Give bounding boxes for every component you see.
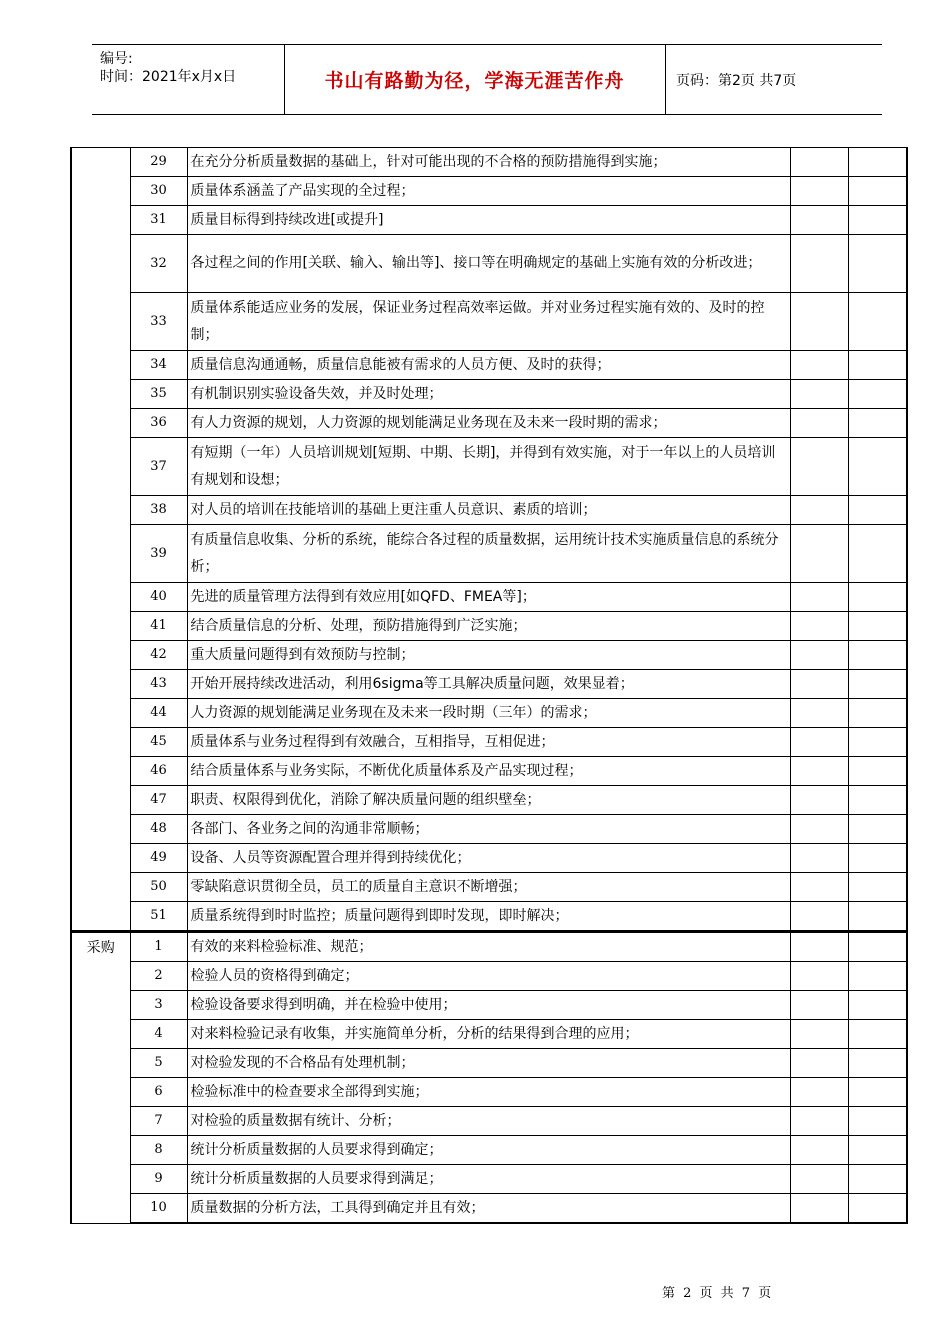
score-cell-b[interactable] — [848, 177, 907, 206]
item-text: 质量系统得到时时监控；质量问题得到即时发现，即时解决； — [187, 902, 790, 932]
item-number: 37 — [130, 438, 187, 496]
score-cell-a[interactable] — [790, 1136, 848, 1165]
table-row — [71, 991, 907, 1020]
table-row — [71, 962, 907, 991]
table-row — [71, 438, 907, 496]
score-cell-a[interactable] — [790, 902, 848, 932]
table-row — [71, 670, 907, 699]
item-text: 统计分析质量数据的人员要求得到满足； — [187, 1165, 790, 1194]
section-label — [71, 148, 130, 932]
score-cell-b[interactable] — [848, 932, 907, 962]
score-cell-a[interactable] — [790, 496, 848, 525]
score-cell-a[interactable] — [790, 728, 848, 757]
table-row — [71, 815, 907, 844]
page-header — [92, 44, 882, 116]
score-cell-a[interactable] — [790, 932, 848, 962]
score-cell-a[interactable] — [790, 873, 848, 902]
item-text: 开始开展持续改进活动，利用6sigma等工具解决质量问题，效果显着； — [187, 670, 790, 699]
item-text: 设备、人员等资源配置合理并得到持续优化； — [187, 844, 790, 873]
score-cell-a[interactable] — [790, 786, 848, 815]
score-cell-a[interactable] — [790, 177, 848, 206]
score-cell-b[interactable] — [848, 1136, 907, 1165]
score-cell-a[interactable] — [790, 670, 848, 699]
item-text: 各部门、各业务之间的沟通非常顺畅； — [187, 815, 790, 844]
table-row — [71, 583, 907, 612]
header-top-rule — [92, 44, 882, 45]
item-number: 2 — [130, 962, 187, 991]
score-cell-b[interactable] — [848, 380, 907, 409]
table-row — [71, 409, 907, 438]
score-cell-b[interactable] — [848, 902, 907, 932]
table-row — [71, 293, 907, 351]
score-cell-a[interactable] — [790, 757, 848, 786]
score-cell-b[interactable] — [848, 699, 907, 728]
item-text: 结合质量体系与业务实际，不断优化质量体系及产品实现过程； — [187, 757, 790, 786]
item-number: 8 — [130, 1136, 187, 1165]
score-cell-b[interactable] — [848, 641, 907, 670]
table-row — [71, 786, 907, 815]
score-cell-b[interactable] — [848, 583, 907, 612]
item-text: 质量信息沟通通畅，质量信息能被有需求的人员方便、及时的获得； — [187, 351, 790, 380]
score-cell-a[interactable] — [790, 409, 848, 438]
score-cell-b[interactable] — [848, 962, 907, 991]
item-number: 4 — [130, 1020, 187, 1049]
item-text: 统计分析质量数据的人员要求得到确定； — [187, 1136, 790, 1165]
score-cell-a[interactable] — [790, 1020, 848, 1049]
item-text: 质量数据的分析方法，工具得到确定并且有效； — [187, 1194, 790, 1224]
item-text: 各过程之间的作用[关联、输入、输出等]、接口等在明确规定的基础上实施有效的分析改进； — [187, 235, 790, 293]
item-number: 30 — [130, 177, 187, 206]
score-cell-a[interactable] — [790, 293, 848, 351]
table-row — [71, 1136, 907, 1165]
score-cell-b[interactable] — [848, 844, 907, 873]
item-text: 在充分分析质量数据的基础上，针对可能出现的不合格的预防措施得到实施； — [187, 148, 790, 177]
header-divider-right — [665, 44, 666, 114]
item-number: 34 — [130, 351, 187, 380]
item-number: 32 — [130, 235, 187, 293]
table-row — [71, 1194, 907, 1224]
score-cell-a[interactable] — [790, 380, 848, 409]
item-number: 48 — [130, 815, 187, 844]
score-cell-b[interactable] — [848, 757, 907, 786]
header-meta — [100, 50, 236, 86]
score-cell-b[interactable] — [848, 206, 907, 235]
item-number: 47 — [130, 786, 187, 815]
item-number: 51 — [130, 902, 187, 932]
header-motto: 书山有路勤为径，学海无涯苦作舟 — [324, 70, 625, 92]
score-cell-b[interactable] — [848, 1078, 907, 1107]
item-number: 29 — [130, 148, 187, 177]
item-text: 对检验的质量数据有统计、分析； — [187, 1107, 790, 1136]
item-number: 44 — [130, 699, 187, 728]
item-number: 6 — [130, 1078, 187, 1107]
score-cell-b[interactable] — [848, 293, 907, 351]
item-number: 10 — [130, 1194, 187, 1224]
item-text: 质量体系能适应业务的发展，保证业务过程高效率运做。并对业务过程实施有效的、及时的控制； — [187, 293, 790, 351]
score-cell-b[interactable] — [848, 670, 907, 699]
score-cell-b[interactable] — [848, 815, 907, 844]
item-text: 对检验发现的不合格品有处理机制； — [187, 1049, 790, 1078]
item-text: 重大质量问题得到有效预防与控制； — [187, 641, 790, 670]
score-cell-a[interactable] — [790, 206, 848, 235]
item-text: 检验标准中的检查要求全部得到实施； — [187, 1078, 790, 1107]
score-cell-b[interactable] — [848, 612, 907, 641]
item-text: 对来料检验记录有收集，并实施简单分析，分析的结果得到合理的应用； — [187, 1020, 790, 1049]
table-row — [71, 206, 907, 235]
item-text: 质量体系与业务过程得到有效融合，互相指导，互相促进； — [187, 728, 790, 757]
table-row — [71, 699, 907, 728]
item-number: 46 — [130, 757, 187, 786]
item-number: 39 — [130, 525, 187, 583]
item-text: 零缺陷意识贯彻全员，员工的质量自主意识不断增强； — [187, 873, 790, 902]
score-cell-a[interactable] — [790, 525, 848, 583]
item-number: 36 — [130, 409, 187, 438]
score-cell-b[interactable] — [848, 1049, 907, 1078]
score-cell-b[interactable] — [848, 235, 907, 293]
table-row — [71, 148, 907, 177]
score-cell-a[interactable] — [790, 1194, 848, 1224]
score-cell-b[interactable] — [848, 991, 907, 1020]
item-text: 结合质量信息的分析、处理，预防措施得到广泛实施； — [187, 612, 790, 641]
score-cell-a[interactable] — [790, 583, 848, 612]
item-number: 5 — [130, 1049, 187, 1078]
score-cell-b[interactable] — [848, 525, 907, 583]
item-number: 3 — [130, 991, 187, 1020]
item-number: 38 — [130, 496, 187, 525]
table-row — [71, 380, 907, 409]
score-cell-b[interactable] — [848, 1020, 907, 1049]
item-number: 35 — [130, 380, 187, 409]
score-cell-b[interactable] — [848, 728, 907, 757]
item-text: 有短期（一年）人员培训规划[短期、中期、长期]，并得到有效实施，对于一年以上的人员培训有规划和设想； — [187, 438, 790, 496]
item-number: 40 — [130, 583, 187, 612]
score-cell-a[interactable] — [790, 641, 848, 670]
table-row — [71, 351, 907, 380]
item-number: 1 — [130, 932, 187, 962]
score-cell-b[interactable] — [848, 786, 907, 815]
table-row — [71, 932, 907, 962]
score-cell-a[interactable] — [790, 844, 848, 873]
item-text: 检验人员的资格得到确定； — [187, 962, 790, 991]
item-number: 33 — [130, 293, 187, 351]
score-cell-a[interactable] — [790, 612, 848, 641]
score-cell-b[interactable] — [848, 1107, 907, 1136]
item-text: 职责、权限得到优化，消除了解决质量问题的组织壁垒； — [187, 786, 790, 815]
table-row — [71, 902, 907, 932]
code-label: 编号: — [100, 51, 133, 67]
score-cell-b[interactable] — [848, 873, 907, 902]
item-number: 43 — [130, 670, 187, 699]
item-text: 有效的来料检验标准、规范； — [187, 932, 790, 962]
score-cell-a[interactable] — [790, 235, 848, 293]
score-cell-a[interactable] — [790, 438, 848, 496]
item-number: 31 — [130, 206, 187, 235]
score-cell-a[interactable] — [790, 962, 848, 991]
table-row — [71, 641, 907, 670]
score-cell-a[interactable] — [790, 351, 848, 380]
item-text: 质量目标得到持续改进[或提升] — [187, 206, 790, 235]
table-row — [71, 844, 907, 873]
score-cell-a[interactable] — [790, 148, 848, 177]
table-row — [71, 1107, 907, 1136]
table-row — [71, 1165, 907, 1194]
score-cell-b[interactable] — [848, 1165, 907, 1194]
score-cell-b[interactable] — [848, 409, 907, 438]
table-row — [71, 525, 907, 583]
score-cell-b[interactable] — [848, 496, 907, 525]
item-number: 49 — [130, 844, 187, 873]
score-cell-a[interactable] — [790, 1078, 848, 1107]
section-label: 采购 — [71, 932, 130, 1224]
item-number: 9 — [130, 1165, 187, 1194]
page-footer: 第 2 页 共 7 页 — [662, 1286, 774, 1301]
header-page-label: 页码：第2页 共7页 — [676, 73, 797, 89]
table-row — [71, 1020, 907, 1049]
score-cell-a[interactable] — [790, 1107, 848, 1136]
header-bottom-rule — [92, 114, 882, 115]
score-cell-b[interactable] — [848, 1194, 907, 1224]
item-number: 41 — [130, 612, 187, 641]
table-row — [71, 496, 907, 525]
score-cell-b[interactable] — [848, 351, 907, 380]
item-text: 先进的质量管理方法得到有效应用[如QFD、FMEA等]； — [187, 583, 790, 612]
item-text: 检验设备要求得到明确，并在检验中使用； — [187, 991, 790, 1020]
item-text: 对人员的培训在技能培训的基础上更注重人员意识、素质的培训； — [187, 496, 790, 525]
score-cell-b[interactable] — [848, 148, 907, 177]
table-row — [71, 235, 907, 293]
table-row — [71, 1049, 907, 1078]
item-number: 42 — [130, 641, 187, 670]
item-number: 45 — [130, 728, 187, 757]
table-row — [71, 728, 907, 757]
table-row — [71, 873, 907, 902]
item-text: 有人力资源的规划，人力资源的规划能满足业务现在及未来一段时期的需求； — [187, 409, 790, 438]
score-cell-a[interactable] — [790, 1049, 848, 1078]
score-cell-a[interactable] — [790, 1165, 848, 1194]
table-row — [71, 612, 907, 641]
time-label: 时间：2021年x月x日 — [100, 69, 237, 85]
item-number: 50 — [130, 873, 187, 902]
score-cell-a[interactable] — [790, 815, 848, 844]
table-row — [71, 1078, 907, 1107]
item-text: 质量体系涵盖了产品实现的全过程； — [187, 177, 790, 206]
table-row — [71, 177, 907, 206]
checklist-table — [70, 147, 908, 1224]
item-text: 人力资源的规划能满足业务现在及未来一段时期（三年）的需求； — [187, 699, 790, 728]
score-cell-a[interactable] — [790, 991, 848, 1020]
item-text: 有质量信息收集、分析的系统，能综合各过程的质量数据，运用统计技术实施质量信息的系统分析； — [187, 525, 790, 583]
score-cell-a[interactable] — [790, 699, 848, 728]
item-text: 有机制识别实验设备失效，并及时处理； — [187, 380, 790, 409]
score-cell-b[interactable] — [848, 438, 907, 496]
table-row — [71, 757, 907, 786]
item-number: 7 — [130, 1107, 187, 1136]
